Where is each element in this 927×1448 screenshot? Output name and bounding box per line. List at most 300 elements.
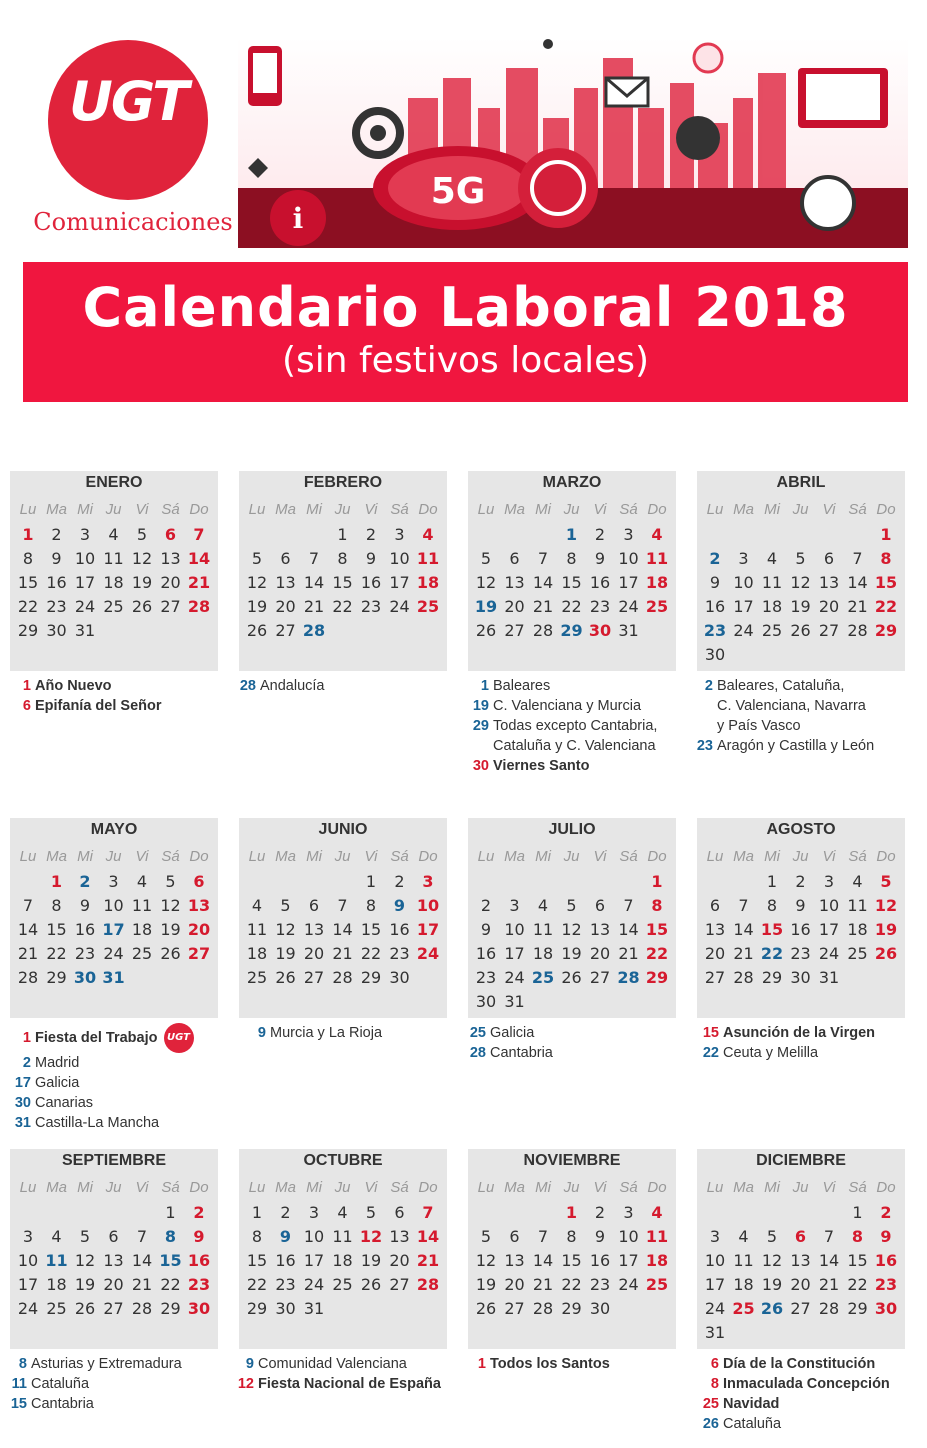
calendar-day: 10 [504, 920, 525, 939]
calendar-day: 5 [566, 896, 577, 915]
month-octubre [239, 1149, 447, 1349]
calendar-day: 26 [160, 944, 181, 963]
calendar-day: 9 [279, 1227, 292, 1246]
calendar-day: 28 [532, 621, 554, 640]
calendar-day: 9 [365, 549, 377, 568]
calendar-day: 8 [164, 1227, 177, 1246]
calendar-day: 24 [416, 944, 440, 963]
calendar-day: 7 [537, 549, 549, 568]
calendar-day: 25 [761, 621, 783, 640]
weekday-label: Do [418, 501, 438, 518]
calendar-day: 6 [794, 1227, 807, 1246]
calendar-day: 24 [818, 944, 840, 963]
weekday-label: Vi [822, 1179, 836, 1196]
calendar-day: 20 [589, 944, 611, 963]
holiday-entry [246, 1023, 382, 1043]
holiday-name: Galicia [490, 1025, 535, 1041]
calendar-day: 28 [847, 621, 868, 640]
calendar-day: 27 [303, 968, 325, 987]
calendar-day: 21 [847, 597, 868, 616]
calendar-day: 1 [651, 872, 663, 891]
calendar-day: 14 [532, 573, 554, 592]
calendar-day: 8 [566, 1227, 577, 1246]
weekday-label: Mi [306, 848, 322, 865]
holiday-day: 12 [237, 1376, 254, 1392]
weekday-label: Sá [619, 1179, 638, 1196]
calendar-day: 31 [704, 1323, 726, 1342]
calendar-day: 19 [761, 1275, 783, 1294]
calendar-day: 11 [645, 549, 669, 568]
calendar-day: 23 [589, 1275, 611, 1294]
calendar-day: 26 [74, 1299, 96, 1318]
weekday-label: Lu [706, 501, 724, 518]
calendar-day: 21 [303, 597, 325, 616]
holiday-day: 1 [22, 678, 31, 694]
calendar-day: 21 [332, 944, 353, 963]
calendar-day: 24 [704, 1299, 726, 1318]
calendar-day: 29 [560, 621, 583, 640]
weekday-label: Do [418, 848, 438, 865]
holiday-day: 19 [472, 698, 489, 714]
calendar-day: 1 [766, 872, 778, 891]
calendar-day: 14 [303, 573, 325, 592]
calendar-day: 31 [618, 621, 639, 640]
calendar-day: 27 [504, 621, 525, 640]
holiday-day: 31 [14, 1115, 31, 1131]
calendar-day: 6 [193, 872, 205, 891]
calendar-day: 31 [303, 1299, 325, 1318]
calendar-day: 14 [332, 920, 353, 939]
calendar-day: 18 [847, 920, 868, 939]
calendar-day: 12 [874, 896, 898, 915]
calendar-day: 5 [136, 525, 148, 544]
holiday-entry [236, 676, 325, 696]
calendar-day: 31 [74, 621, 96, 640]
weekday-label: Do [876, 501, 896, 518]
calendar-day: 20 [103, 1275, 124, 1294]
calendar-day: 10 [818, 896, 840, 915]
holiday-name: Cataluña [31, 1376, 90, 1392]
calendar-day: 27 [160, 597, 181, 616]
calendar-day: 21 [818, 1275, 840, 1294]
ugt-mini-logo: UGT [164, 1023, 194, 1053]
calendar-day: 12 [160, 896, 181, 915]
calendar-day: 4 [738, 1227, 749, 1246]
calendar-day: 13 [504, 1251, 525, 1270]
calendar-day: 15 [645, 920, 669, 939]
calendar-day: 16 [790, 920, 811, 939]
holiday-entry [7, 1394, 182, 1414]
calendar-day: 10 [74, 549, 96, 568]
weekday-label: Vi [822, 501, 836, 518]
month-febrero [239, 471, 447, 671]
calendar-day: 13 [818, 573, 840, 592]
holiday-list [469, 676, 657, 776]
calendar-day: 31 [504, 992, 525, 1011]
weekday-label: Ju [105, 848, 122, 865]
calendar-day: 3 [79, 525, 91, 544]
calendar-day: 18 [103, 573, 124, 592]
holiday-entry [469, 716, 657, 736]
holiday-day: 9 [257, 1025, 266, 1041]
calendar-day: 23 [703, 621, 727, 640]
calendar-day: 12 [246, 573, 268, 592]
weekday-label: Lu [706, 1179, 724, 1196]
calendar-day: 23 [589, 597, 611, 616]
calendar-day: 18 [246, 944, 268, 963]
holiday-entry [699, 1354, 890, 1374]
weekday-label: Ma [275, 1179, 296, 1196]
calendar-day: 3 [709, 1227, 721, 1246]
holiday-list [11, 1023, 194, 1133]
weekday-label: Mi [77, 848, 93, 865]
calendar-day: 17 [504, 944, 525, 963]
calendar-day: 4 [136, 872, 148, 891]
weekday-label: Ma [504, 1179, 525, 1196]
calendar-day: 2 [394, 872, 405, 891]
calendar-day: 2 [193, 1203, 205, 1222]
weekday-label: Do [647, 1179, 667, 1196]
calendar-day: 2 [594, 1203, 606, 1222]
calendar-day: 13 [790, 1251, 811, 1270]
weekday-label: Sá [848, 1179, 867, 1196]
calendar-day: 6 [823, 549, 835, 568]
calendar-day: 5 [79, 1227, 91, 1246]
calendar-day: 29 [874, 621, 898, 640]
weekday-label: Lu [477, 848, 495, 865]
calendar-day: 15 [17, 573, 39, 592]
calendar-day: 21 [618, 944, 639, 963]
weekday-label: Lu [248, 1179, 266, 1196]
weekday-label: Sá [390, 1179, 409, 1196]
calendar-day: 2 [51, 525, 62, 544]
page-subtitle: (sin festivos locales) [281, 340, 650, 381]
calendar-day: 5 [251, 549, 263, 568]
calendar-day: 15 [246, 1251, 268, 1270]
calendar-day: 2 [709, 549, 721, 568]
calendar-day: 20 [187, 920, 211, 939]
calendar-day: 2 [880, 1203, 892, 1222]
holiday-name: Todos los Santos [490, 1356, 610, 1372]
calendar-day: 19 [74, 1275, 96, 1294]
holiday-entry [699, 1414, 890, 1434]
calendar-day: 22 [246, 1275, 268, 1294]
calendar-day: 26 [561, 968, 582, 987]
weekday-label: Ma [275, 501, 296, 518]
holiday-entry [7, 1374, 182, 1394]
calendar-day: 28 [187, 597, 211, 616]
calendar-day: 7 [337, 896, 348, 915]
weekday-label: Ma [504, 848, 525, 865]
calendar-day: 4 [537, 896, 549, 915]
calendar-day: 1 [50, 872, 63, 891]
month-agosto [697, 818, 905, 1018]
calendar-day: 5 [280, 896, 291, 915]
calendar-day: 21 [187, 573, 211, 592]
calendar-day: 23 [275, 1275, 296, 1294]
weekday-label: Ju [792, 848, 809, 865]
weekday-label: Do [418, 1179, 438, 1196]
holiday-list [693, 676, 874, 756]
calendar-day: 25 [103, 597, 124, 616]
calendar-day: 14 [847, 573, 868, 592]
calendar-day: 25 [531, 968, 555, 987]
month-name: DICIEMBRE [756, 1152, 846, 1169]
weekday-label: Lu [248, 501, 266, 518]
holiday-day: 1 [480, 678, 489, 694]
calendar-day: 22 [645, 944, 669, 963]
calendar-day: 2 [795, 872, 806, 891]
calendar-day: 21 [416, 1251, 440, 1270]
calendar-day: 23 [389, 944, 410, 963]
holiday-name: Fiesta Nacional de España [258, 1376, 441, 1392]
calendar-day: 7 [537, 1227, 549, 1246]
holiday-list [7, 1354, 182, 1414]
weekday-label: Mi [535, 501, 551, 518]
calendar-day: 16 [589, 1251, 611, 1270]
calendar-day: 8 [880, 549, 892, 568]
calendar-day: 4 [852, 872, 863, 891]
city-technology-illustration [238, 38, 908, 248]
holiday-entry [469, 696, 657, 716]
calendar-day: 25 [645, 1275, 669, 1294]
calendar-day: 29 [17, 621, 39, 640]
calendar-day: 13 [303, 920, 325, 939]
calendar-day: 11 [532, 920, 554, 939]
ugt-logo [28, 40, 233, 240]
calendar-day: 1 [565, 1203, 578, 1222]
calendar-day: 23 [475, 968, 497, 987]
calendar-day: 12 [475, 1251, 497, 1270]
calendar-day: 17 [416, 920, 440, 939]
holiday-day: 28 [469, 1045, 486, 1061]
weekday-label: Lu [477, 501, 495, 518]
calendar-day: 14 [618, 920, 639, 939]
calendar-day: 8 [851, 1227, 864, 1246]
weekday-label: Ju [563, 1179, 580, 1196]
calendar-day: 19 [360, 1251, 382, 1270]
calendar-day: 2 [79, 872, 91, 891]
calendar-day: 7 [193, 525, 205, 544]
calendar-day: 25 [732, 1299, 755, 1318]
holiday-day: 1 [22, 1029, 31, 1046]
calendar-day: 8 [766, 896, 778, 915]
calendar-day: 13 [160, 549, 181, 568]
calendar-day: 2 [594, 525, 606, 544]
calendar-day: 17 [303, 1251, 325, 1270]
calendar-day: 13 [275, 573, 296, 592]
calendar-day: 27 [818, 621, 840, 640]
calendar-day: 12 [561, 920, 582, 939]
calendar-day: 3 [308, 1203, 320, 1222]
calendar-day: 22 [561, 597, 582, 616]
calendar-day: 27 [589, 968, 611, 987]
calendar-day: 3 [22, 1227, 34, 1246]
holiday-list [466, 1354, 610, 1374]
calendar-day: 15 [760, 920, 784, 939]
calendar-day: 19 [275, 944, 296, 963]
weekday-label: Mi [764, 848, 780, 865]
calendar-day: 28 [332, 968, 353, 987]
month-name: NOVIEMBRE [523, 1152, 621, 1169]
calendar-day: 19 [475, 1275, 497, 1294]
calendar-day: 20 [818, 597, 840, 616]
calendar-day: 22 [46, 944, 67, 963]
calendar-day: 6 [108, 1227, 119, 1246]
calendar-day: 27 [103, 1299, 124, 1318]
holiday-entry [11, 676, 162, 696]
calendar-day: 5 [880, 872, 892, 891]
weekday-label: Mi [535, 848, 551, 865]
calendar-day: 18 [645, 1251, 669, 1270]
calendar-day: 18 [131, 920, 153, 939]
calendar-day: 18 [46, 1275, 67, 1294]
calendar-day: 7 [852, 549, 863, 568]
month-name: FEBRERO [303, 474, 383, 491]
weekday-label: Ma [733, 501, 754, 518]
weekday-label: Vi [593, 1179, 607, 1196]
svg-text:i: i [292, 202, 304, 235]
calendar-day: 10 [103, 896, 124, 915]
calendar-day: 11 [761, 573, 783, 592]
weekday-label: Vi [364, 1179, 378, 1196]
calendar-day: 29 [847, 1299, 868, 1318]
calendar-day: 30 [475, 992, 497, 1011]
calendar-day: 19 [474, 597, 498, 616]
calendar-day: 26 [760, 1299, 784, 1318]
month-name: OCTUBRE [303, 1152, 383, 1169]
calendar-day: 10 [303, 1227, 325, 1246]
month-name: ABRIL [776, 474, 826, 491]
calendar-day: 16 [589, 573, 611, 592]
holiday-day: 11 [11, 1376, 27, 1392]
calendar-day: 19 [246, 597, 268, 616]
calendar-day: 23 [74, 944, 96, 963]
holiday-name: Ceuta y Melilla [723, 1045, 819, 1061]
calendar-day: 28 [416, 1275, 440, 1294]
weekday-label: Mi [306, 501, 322, 518]
calendar-day: 19 [160, 920, 181, 939]
holiday-entry [693, 736, 874, 756]
calendar-day: 18 [416, 573, 440, 592]
calendar-day: 3 [623, 525, 634, 544]
calendar-day: 1 [880, 525, 892, 544]
calendar-day: 29 [645, 968, 669, 987]
month-diciembre [697, 1149, 905, 1349]
calendar-day: 12 [131, 549, 153, 568]
calendar-day: 9 [709, 573, 721, 592]
calendar-day: 21 [532, 597, 554, 616]
calendar-day: 4 [51, 1227, 62, 1246]
holiday-day: 25 [469, 1025, 486, 1041]
weekday-label: Sá [619, 848, 638, 865]
calendar-day: 7 [738, 896, 749, 915]
calendar-day: 21 [17, 944, 39, 963]
calendar-day: 9 [594, 549, 606, 568]
calendar-day: 10 [389, 549, 410, 568]
calendar-day: 16 [874, 1251, 898, 1270]
calendar-day: 9 [594, 1227, 606, 1246]
calendar-day: 31 [818, 968, 840, 987]
5g-label: 5G [430, 171, 486, 212]
holiday-name: Cataluña [723, 1416, 782, 1432]
weekday-label: Vi [593, 848, 607, 865]
calendar-day: 13 [589, 920, 611, 939]
month-name: JUNIO [318, 821, 368, 838]
calendar-day: 26 [874, 944, 898, 963]
calendar-day: 11 [847, 896, 868, 915]
weekday-label: Vi [364, 848, 378, 865]
calendar-day: 7 [823, 1227, 835, 1246]
calendar-day: 22 [847, 1275, 868, 1294]
calendar-day: 22 [874, 597, 898, 616]
calendar-day: 26 [131, 597, 153, 616]
calendar-day: 22 [17, 597, 39, 616]
holiday-name: Navidad [723, 1396, 780, 1412]
holiday-day: 1 [477, 1356, 486, 1372]
holiday-list [699, 1023, 875, 1063]
calendar-day: 15 [874, 573, 898, 592]
calendar-day: 11 [131, 896, 153, 915]
holiday-name: Cantabria [490, 1045, 553, 1061]
weekday-label: Vi [135, 848, 149, 865]
calendar-day: 30 [46, 621, 67, 640]
weekday-label: Ju [334, 501, 351, 518]
calendar-day: 2 [480, 896, 492, 915]
holiday-entry [234, 1374, 441, 1394]
calendar-day: 5 [165, 872, 176, 891]
calendar-day: 14 [416, 1227, 440, 1246]
calendar-day: 7 [22, 896, 34, 915]
calendar-day: 4 [337, 1203, 348, 1222]
weekday-label: Ju [105, 1179, 122, 1196]
calendar-day: 8 [22, 549, 34, 568]
calendar-day: 23 [874, 1275, 898, 1294]
calendar-day: 24 [618, 1275, 639, 1294]
holiday-entry [469, 756, 657, 776]
calendar-day: 9 [393, 896, 406, 915]
calendar-day: 28 [302, 621, 326, 640]
calendar-day: 13 [103, 1251, 124, 1270]
weekday-label: Sá [161, 1179, 180, 1196]
holiday-name: Asturias y Extremadura [31, 1356, 182, 1372]
holiday-entry [699, 1374, 890, 1394]
calendar-day: 14 [818, 1251, 840, 1270]
holiday-list [246, 1023, 382, 1043]
weekday-label: Ma [46, 848, 67, 865]
month-junio [239, 818, 447, 1018]
weekday-label: Mi [535, 1179, 551, 1196]
holiday-entry [469, 736, 657, 756]
calendar-day: 19 [561, 944, 582, 963]
holiday-entry [11, 1023, 194, 1053]
calendar-day: 3 [108, 872, 119, 891]
calendar-day: 6 [594, 896, 606, 915]
calendar-day: 18 [733, 1275, 754, 1294]
month-enero [10, 471, 218, 671]
calendar-day: 29 [360, 968, 382, 987]
holiday-day: 23 [696, 738, 713, 754]
weekday-label: Sá [390, 501, 409, 518]
holiday-entry [699, 1023, 875, 1043]
holiday-list [699, 1354, 890, 1434]
weekday-label: Ju [563, 501, 580, 518]
calendar-day: 1 [165, 1203, 176, 1222]
holiday-name: Año Nuevo [35, 678, 112, 694]
calendar-day: 5 [480, 1227, 492, 1246]
month-noviembre [468, 1149, 676, 1349]
weekday-label: Ma [733, 1179, 754, 1196]
